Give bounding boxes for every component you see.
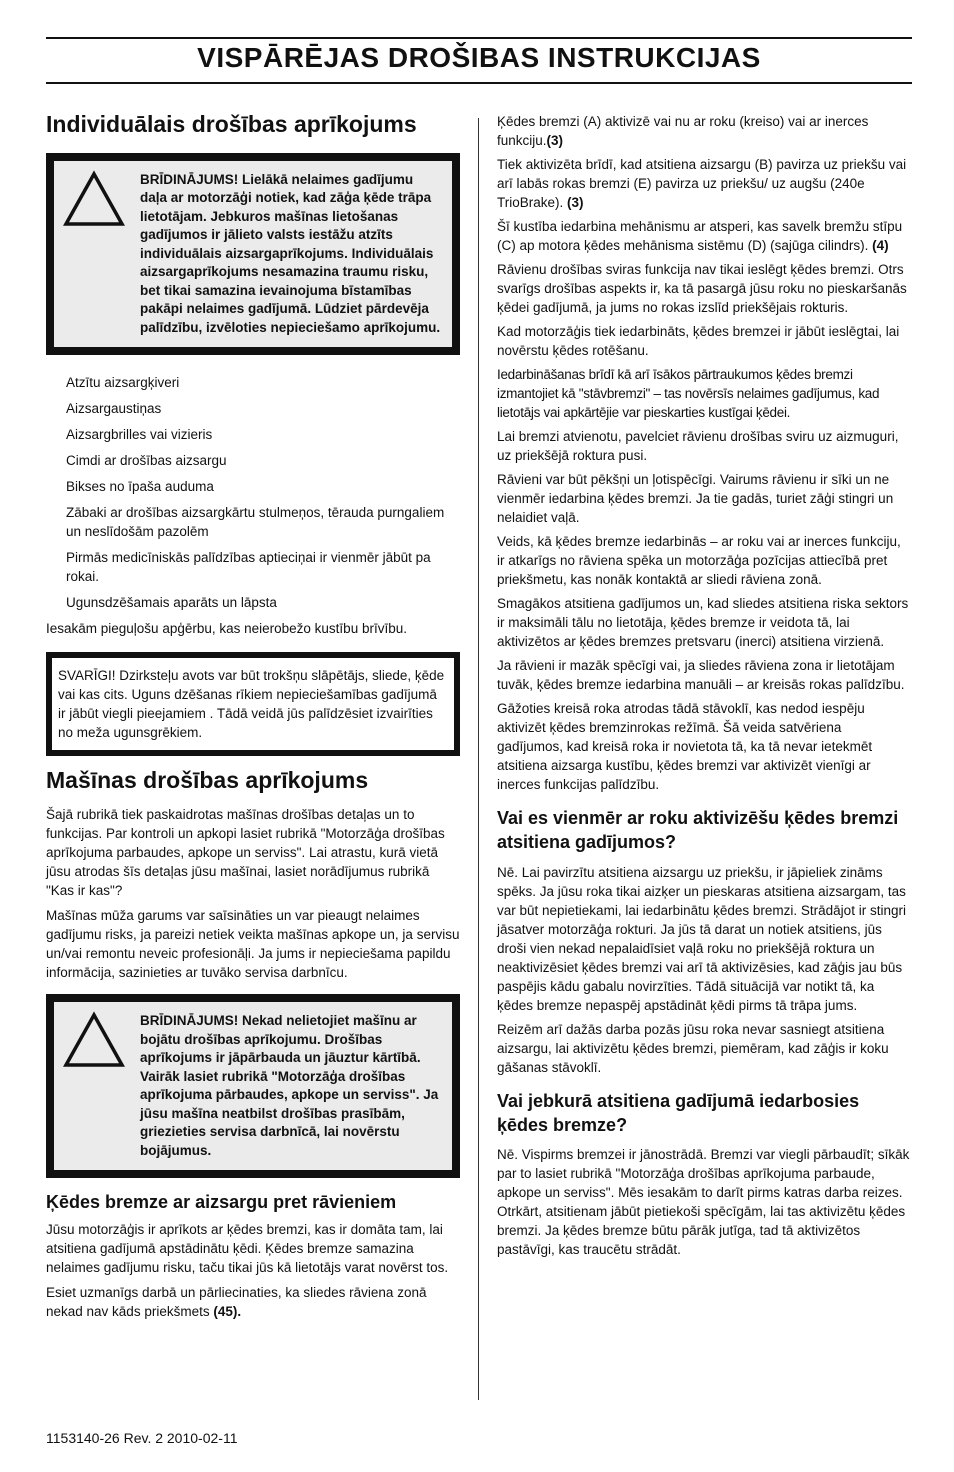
subheading-every-kickback: Vai jebkurā atsitiena gadījumā iedarbosies ķēdes bremze? (497, 1090, 860, 1135)
list-item: Ugunsdzēšamais aparāts un lāpsta (66, 595, 277, 611)
subheading-hand-activation: Vai es vienmēr ar roku aktivizēšu ķēdes bremzi atsitiena gadījumos? (497, 808, 899, 853)
warning-triangle-icon (62, 169, 126, 229)
figure-ref: (3) (546, 133, 564, 148)
paragraph: Mašīnas mūža garums var saīsināties un var pieaugt nelaimes gadījumu risks, ja pareizi netiek veikta mašīnas apkope un, ja servisu un/vai remontu neveic profesionāļi. Ja jums ir nepieciešama papildu informācija, sazinieties ar tuvāko servisa darbnīcu. (46, 908, 460, 980)
title-rule (46, 82, 912, 84)
right-column (497, 112, 911, 1259)
list-item: Cimdi ar drošības aizsargu (66, 453, 227, 469)
important-box (46, 652, 460, 756)
paragraph: Nē. Vispirms bremzei ir jānostrādā. Bremzi var viegli pārbaudīt; sīkāk par to lasiet rubrikā "Motorzāģa drošības aprīkojuma parbaude, apkope un serviss". Mēs iesakām to darīt pirms katras darba reizes. Otrkārt, atsitienam jābūt pietiekoši spēcīgām, lai tas aktivizētu ķēdes bremzi. Ja ķēdes bremze būtu pārāk jutīga, tad tā aktivizētos pastāvīgi, kas traucētu strādāt. (497, 1147, 910, 1258)
left-column (46, 100, 460, 1321)
paragraph: Lai bremzi atvienotu, pavelciet rāvienu drošības sviru uz aizmuguri, uz priekšējā roktura pusi. (497, 429, 899, 463)
paragraph-text: Tiek aktivizēta brīdī, kad atsitiena aizsargu (B) pavirza uz priekšu vai arī labās rokas bremzi (E) pavirza uz priekšu/ uz augšu (240e TrioBrake). (497, 157, 907, 210)
paragraph (497, 155, 911, 212)
paragraph: Veids, kā ķēdes bremze iedarbinās – ar roku vai ar inerces funkciju, ir atkarīgs no rāviena spēka un motorzāģa pozīcijas attiecībā pret priekšmetu, kas nonāk kontaktā ar sliedi rāviena zonā. (497, 534, 901, 587)
paragraph: Rāvienu drošības sviras funkcija nav tikai ieslēgt ķēdes bremzi. Otrs svarīgs drošības aspekts ir, ka tā pasargā jūsu roku no pieskaršanās ķēdei gadījumā, ja jums no rokas izslīd priekšējais rokturis. (497, 262, 907, 315)
figure-ref: (3) (567, 195, 584, 210)
paragraph (497, 217, 911, 255)
paragraph: Iedarbināšanas brīdī kā arī īsākos pārtraukumos ķēdes bremzi izmantojiet kā "stāvbremzi" – tas novērsīs nelaimes gadījumus, kad lietotājs vai apkārtējie var pieskarties kustīgai ķēdei. (497, 367, 880, 420)
warning-text: BRĪDINĀJUMS! Nekad nelietojiet mašīnu ar bojātu drošības aprīkojumu. Drošības aprīkojums ir jāpārbauda un jāuztur kārtībā. Vairāk lasiet rubrikā "Motorzāģa drošības aprīkojuma pārbaudes, apkope un serviss". Ja jūsu mašīna neatbilst drošības prasībām, griezieties servisa darbnīcā, lai novērstu bojājumus. (140, 1013, 439, 1158)
list-item: Bikses no īpaša auduma (66, 479, 214, 495)
section-heading-personal-equipment: Individuālais drošības aprīkojums (46, 111, 417, 137)
paragraph: Šajā rubrikā tiek paskaidrotas mašīnas drošības detaļas un to funkcijas. Par kontroli un apkopi lasiet rubrikā "Motorzāģa drošības aprīkojuma parbaudes, apkope un serviss". Lai atrastu, kurā vietā jūsu atrodas šīs detaļas jūsu mašīnai, lasiet norādījumus rubrikā "Kas ir kas"? (46, 807, 445, 898)
paragraph (497, 112, 911, 150)
list-item: Atzītu aizsargķiveri (66, 375, 180, 391)
paragraph: Jūsu motorzāģis ir aprīkots ar ķēdes bremzi, kas ir domāta tam, lai atsitiena gadījumā apstādinātu ķēdi. Ķēdes bremze samazina nelaimes gadījumu risku, taču tikai jūs kā lietotājs varat novērst tos. (46, 1222, 449, 1276)
clothing-note: Iesakām pieguļošu apģērbu, kas neierobežo kustību brīvību. (46, 621, 407, 637)
warning-triangle-icon (62, 1010, 126, 1070)
warning-box-machine (46, 994, 460, 1178)
paragraph: Reizēm arī dažās darba pozās jūsu roka nevar sasniegt atsitiena aizsargu, lai aktivizētu ķēdes bremzi, piemēram, kad zāģis ir koku gāšanas stāvoklī. (497, 1021, 889, 1075)
column-divider (478, 118, 479, 1400)
paragraph: Kad motorzāģis tiek iedarbināts, ķēdes bremzei ir jābūt ieslēgtai, lai novērstu ķēdes rotēšanu. (497, 324, 900, 358)
section-heading-machine-equipment: Mašīnas drošības aprīkojums (46, 767, 369, 794)
paragraph: Rāvieni var būt pēkšņi un ļotispēcīgi. Vairums rāvienu ir sīki un ne vienmēr iedarbina ķēdes bremzi. Ja tie gadās, turiet zāģi stingri un nelaidiet vaļā. (497, 472, 894, 525)
warning-box-personal (46, 153, 460, 356)
paragraph: Smagākos atsitiena gadījumos un, kad sliedes atsitiena riska sektors ir maksimāli tālu no lietotāja, ķēdes bremze ir veidota tā, lai aktivizētos ar ķēdes bremzes pretsvaru (inerci) atsitiena virzienā. (497, 596, 909, 649)
paragraph: Ja rāvieni ir mazāk spēcīgi vai, ja sliedes rāviena zona ir lietotājam tuvāk, ķēdes bremze iedarbina manuāli – ar kreisās rokas palīdzību. (497, 658, 905, 692)
paragraph-text: Šī kustība iedarbina mehānismu ar atsperi, kas savelk bremžu stīpu (C) ap motora ķēdes mehānisma sistēmu (D) (sajūga cilindrs). (497, 219, 903, 253)
list-item: Pirmās medicīniskās palīdzības aptieciņai ir vienmēr jābūt pa rokai. (66, 550, 431, 585)
warning-text: BRĪDINĀJUMS! Lielākā nelaimes gadījumu daļa ar motorzāģi notiek, kad zāģa ķēde trāpa lietotājam. Jebkuros mašīnas lietošanas gadījumos ir jālieto valsts iestāžu atzīts individuālais aizsargaprīkojums. Individuālais aizsargaprīkojums nesamazina traumu risku, bet tikai samazina ievainojuma bīstamības pakāpi nelaimes gadījumā. Lūdziet pārdevēja palīdzību, izvēloties nepieciešamo aprīkojumu. (140, 171, 441, 335)
list-item: Aizsargbrilles vai vizieris (66, 427, 213, 443)
page-title: VISPĀRĒJAS DROŠIBAS INSTRUKCIJAS (197, 42, 761, 73)
subheading-chain-brake: Ķēdes bremze ar aizsargu pret rāvieniem (46, 1192, 397, 1212)
equipment-list (46, 373, 460, 612)
paragraph-text: Esiet uzmanīgs darbā un pārliecinaties, ka sliedes rāviena zonā nekad nav kāds priekšmets (46, 1285, 427, 1320)
top-rule (46, 37, 912, 39)
important-text: SVARĪGI! Dzirksteļu avots var būt trokšņu slāpētājs, sliede, ķēde vai kas cits. Uguns dzēšanas rīkiem nepieciešamības gadījumā ir jābūt viegli pieejamiem . Tādā veidā jūs palīdzēsiet izvairīties no meža ugunsgrēkiem. (58, 668, 445, 741)
list-item: Zābaki ar drošības aizsargkārtu stulmeņos, tērauda purngaliem un neslīdošām pazolēm (66, 505, 445, 540)
document-code: 1153140-26 Rev. 2 2010-02-11 (46, 1430, 238, 1446)
paragraph-text: Ķēdes bremzi (A) aktivizē vai nu ar roku (kreiso) vai ar inerces funkciju. (497, 114, 869, 148)
paragraph: Gāžoties kreisā roka atrodas tādā stāvoklī, kas nedod iespēju aktivizēt ķēdes bremzinrokas režīmā. Šā veida satvēriena gadījumos, kad kreisā roka ir novietota tā, ka tā nevar ietekmēt atsitiena aizsarga kustību, ķēdes bremzi var aktivizēt vienīgi ar inerces funkcijas palīdzību. (497, 701, 873, 792)
paragraph (46, 1283, 460, 1321)
figure-ref: (4) (872, 238, 889, 253)
list-item: Aizsargaustiņas (66, 401, 162, 417)
paragraph: Nē. Lai pavirzītu atsitiena aizsargu uz priekšu, ir jāpieliek zināms spēks. Ja jūsu roka tikai aizķer un pieskaras atsitiena aizsargam, tas var būt nepietiekami, lai iedarbinātu ķēdes bremzi. Strādājot ir stingri jāsatver motorzāģa rokturi. Ja jūs tā darat un notiek atsitiens, jūs droši vien nekad nepalaidīsiet vaļā roku no priekšējā roktura un neaktivizēsiet ķēdes bremzi vai arī tā aktivizēsies, kad zāģis jau būs paspējis kādu gabalu novirzīties. Tādā situācijā var notikt tā, ka ķēdes bremze nepaspēj apstādināt ķēdi pirms tā trāpa jums. (497, 864, 906, 1013)
figure-ref: (45). (213, 1304, 242, 1320)
